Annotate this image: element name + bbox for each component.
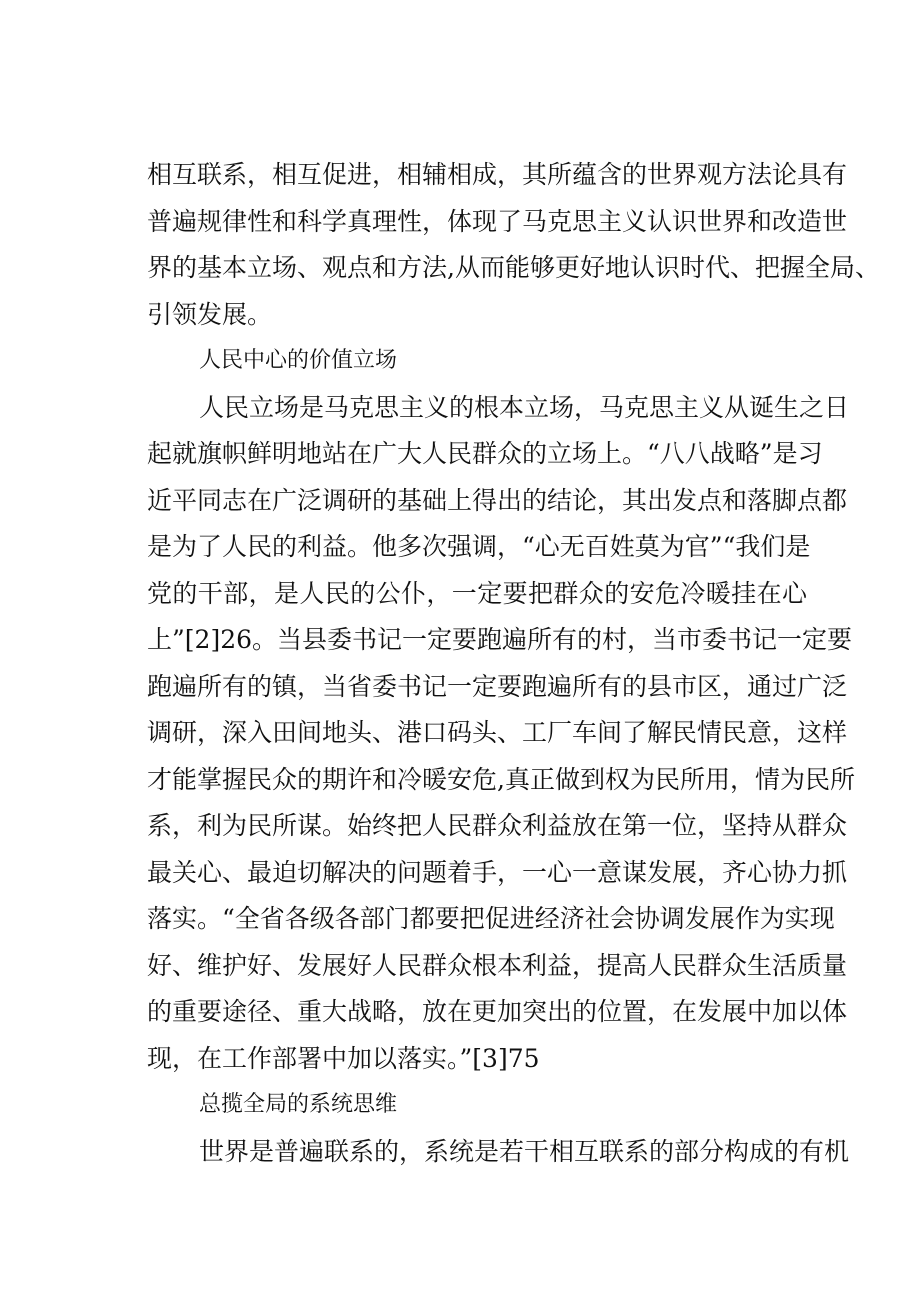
section-heading-systems-thinking: 总揽全局的系统思维 <box>199 1092 398 1117</box>
text-line: 世界是普遍联系的，系统是若干相互联系的部分构成的有机 <box>199 1136 850 1166</box>
text-line: 界的基本立场、观点和方法,从而能够更好地认识时代、把握全局、 <box>147 253 880 282</box>
text-line: 起就旗帜鲜明地站在广大人民群众的立场上。“八八战略”是习 <box>147 439 823 468</box>
text-line: 是为了人民的利益。他多次强调，“心无百姓莫为官”“我们是 <box>147 532 811 561</box>
text-line: 党的干部，是人民的公仆，一定要把群众的安危冷暖挂在心 <box>147 578 807 608</box>
section-heading-people-centered: 人民中心的价值立场 <box>199 348 398 373</box>
text-line: 普遍规律性和科学真理性，体现了马克思主义认识世界和改造世 <box>147 206 848 236</box>
text-line: 落实。“全省各级各部门都要把促进经济社会协调发展作为实现 <box>147 904 835 933</box>
text-line: 好、维护好、发展好人民群众根本利益，提高人民群众生活质量 <box>147 950 848 980</box>
text-line: 跑遍所有的镇，当省委书记一定要跑遍所有的县市区，通过广泛 <box>147 671 848 701</box>
text-line: 最关心、最迫切解决的问题着手，一心一意谋发展，齐心协力抓 <box>147 857 848 887</box>
text-line: 上”[2]26。当县委书记一定要跑遍所有的村，当市委书记一定要 <box>147 625 853 654</box>
text-line: 调研，深入田间地头、港口码头、工厂车间了解民情民意，这样 <box>147 718 848 747</box>
text-line: 现，在工作部署中加以落实。”[3]75 <box>147 1043 540 1073</box>
text-line: 近平同志在广泛调研的基础上得出的结论，其出发点和落脚点都 <box>147 485 848 515</box>
body-text <box>147 152 880 1175</box>
text-line: 人民立场是马克思主义的根本立场，马克思主义从诞生之日 <box>199 392 850 422</box>
text-line: 引领发展。 <box>147 299 273 329</box>
text-line: 相互联系，相互促进，相辅相成，其所蕴含的世界观方法论具有 <box>147 160 848 189</box>
text-line: 的重要途径、重大战略，放在更加突出的位置，在发展中加以体 <box>147 997 848 1026</box>
text-line: 系，利为民所谋。始终把人民群众利益放在第一位，坚持从群众 <box>147 811 848 840</box>
text-line: 才能掌握民众的期许和冷暖安危,真正做到权为民所用，情为民所 <box>147 764 855 794</box>
